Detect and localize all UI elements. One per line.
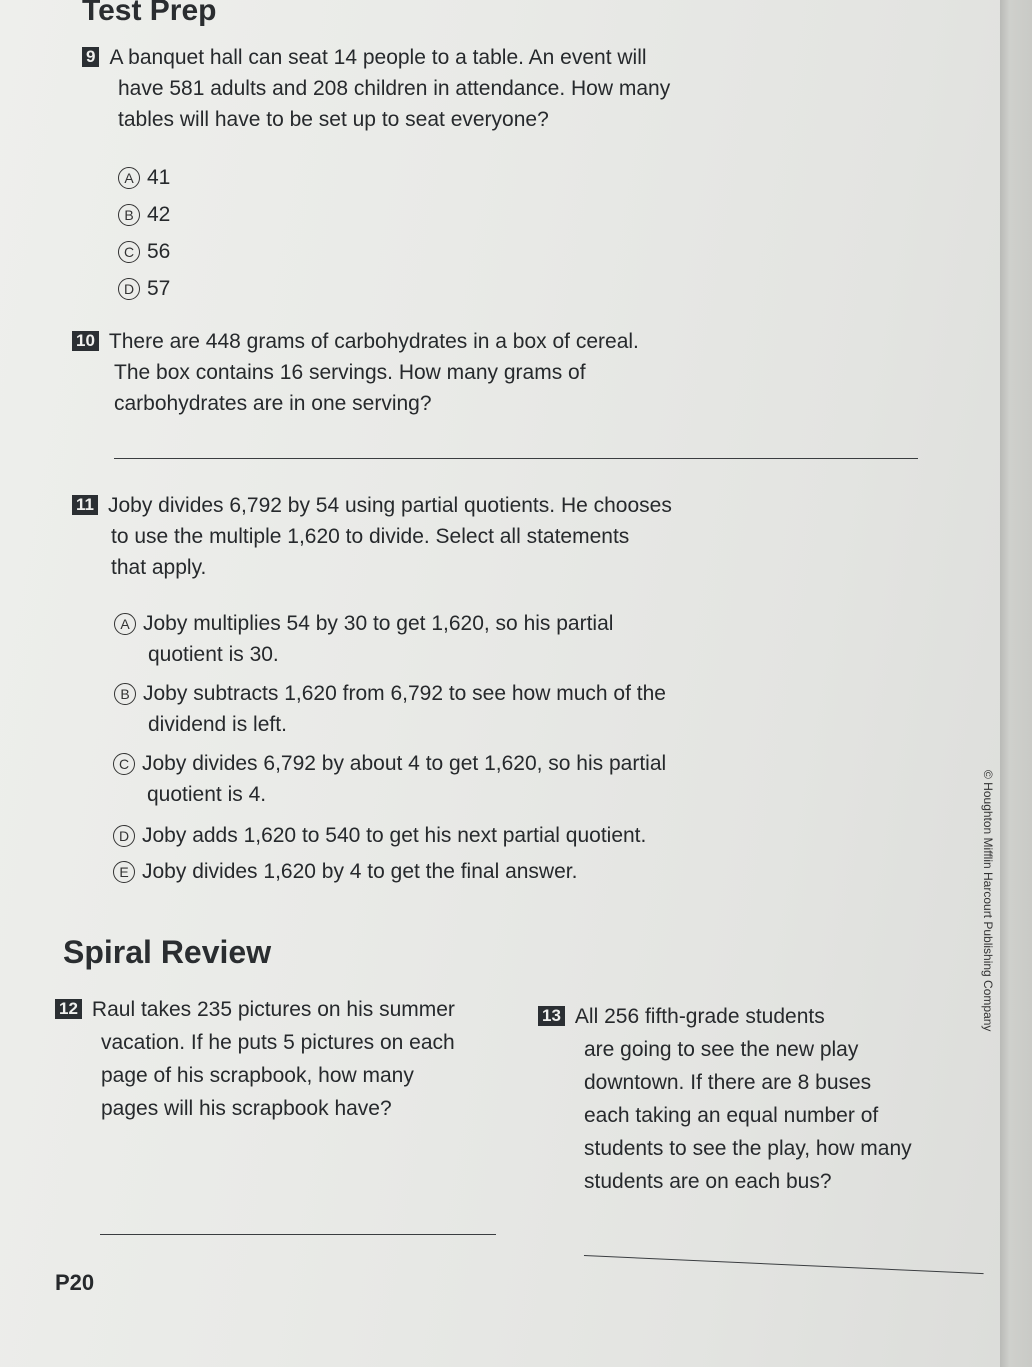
choice-9a[interactable]: [118, 162, 170, 193]
question-text-line: The box contains 16 servings. How many grams of: [114, 361, 586, 384]
question-number: 11: [72, 495, 98, 515]
choice-9d[interactable]: [118, 273, 170, 304]
choice-text: Joby adds 1,620 to 540 to get his next partial quotient.: [142, 824, 647, 847]
choice-text: 56: [147, 240, 171, 263]
question-number: 12: [55, 999, 82, 1019]
choice-text: Joby subtracts 1,620 from 6,792 to see how much of the: [143, 682, 666, 705]
choice-9c[interactable]: [118, 236, 170, 267]
question-number: 9: [82, 47, 99, 67]
question-text-line: to use the multiple 1,620 to divide. Select all statements: [111, 525, 630, 548]
question-text-line: each taking an equal number of: [584, 1104, 879, 1127]
choice-letter: C: [113, 753, 135, 775]
choice-text: 42: [147, 203, 171, 226]
question-10: [72, 326, 639, 419]
choice-letter: A: [114, 613, 136, 635]
page-number: P20: [55, 1270, 95, 1295]
question-text-line: students are on each bus?: [584, 1170, 832, 1193]
choice-text: 57: [147, 277, 171, 300]
question-number: 13: [538, 1006, 565, 1026]
question-text-line: students to see the play, how many: [584, 1137, 912, 1160]
choice-text: Joby divides 1,620 by 4 to get the final answer.: [142, 860, 578, 883]
copyright-notice: © Houghton Mifflin Harcourt Publishing Company: [981, 770, 995, 1032]
question-text-line: that apply.: [111, 556, 207, 579]
choice-11e[interactable]: [113, 856, 577, 887]
choice-11c[interactable]: [113, 748, 666, 810]
choice-text: quotient is 30.: [148, 643, 279, 666]
question-text-line: downtown. If there are 8 buses: [584, 1071, 872, 1094]
choice-text: Joby multiplies 54 by 30 to get 1,620, so his partial: [143, 612, 614, 635]
choice-text: quotient is 4.: [147, 783, 267, 806]
question-text-line: There are 448 grams of carbohydrates in a box of cereal.: [108, 330, 639, 353]
choice-letter: A: [118, 167, 140, 189]
background-edge: [1000, 0, 1032, 1367]
choice-letter: B: [114, 683, 136, 705]
answer-line-10[interactable]: [114, 458, 918, 459]
question-text-line: Raul takes 235 pictures on his summer: [91, 998, 455, 1021]
question-text-line: All 256 fifth-grade students: [574, 1005, 825, 1028]
question-text-line: have 581 adults and 208 children in attendance. How many: [118, 77, 671, 100]
choice-11b[interactable]: [114, 678, 666, 740]
question-text-line: are going to see the new play: [584, 1038, 859, 1061]
choice-letter: C: [118, 241, 140, 263]
choice-text: 41: [147, 166, 171, 189]
choice-text: dividend is left.: [148, 713, 287, 736]
question-text-line: carbohydrates are in one serving?: [114, 392, 432, 415]
choice-letter: E: [113, 861, 135, 883]
question-text-line: page of his scrapbook, how many: [101, 1064, 414, 1087]
answer-line-12[interactable]: [100, 1234, 496, 1235]
choice-letter: D: [118, 278, 140, 300]
question-text-line: pages will his scrapbook have?: [101, 1097, 392, 1120]
question-number: 10: [72, 331, 99, 351]
question-9: [82, 42, 670, 135]
choice-9b[interactable]: [118, 199, 170, 230]
question-11: [72, 490, 672, 583]
choice-letter: D: [113, 825, 135, 847]
question-text-line: A banquet hall can seat 14 people to a table. An event will: [109, 46, 647, 69]
choice-text: Joby divides 6,792 by about 4 to get 1,620, so his partial: [142, 752, 667, 775]
question-text-line: tables will have to be set up to seat everyone?: [118, 108, 549, 131]
question-text-line: vacation. If he puts 5 pictures on each: [101, 1031, 455, 1054]
choice-letter: B: [118, 204, 140, 226]
answer-line-13[interactable]: [584, 1255, 984, 1274]
choice-11a[interactable]: [114, 608, 613, 670]
question-12: [55, 993, 455, 1125]
spiral-review-title: Spiral Review: [63, 934, 272, 970]
question-text-line: Joby divides 6,792 by 54 using partial quotients. He chooses: [107, 494, 672, 517]
question-13: [538, 1000, 912, 1198]
choice-11d[interactable]: [113, 820, 646, 851]
section-header: Test Prep: [82, 0, 217, 27]
